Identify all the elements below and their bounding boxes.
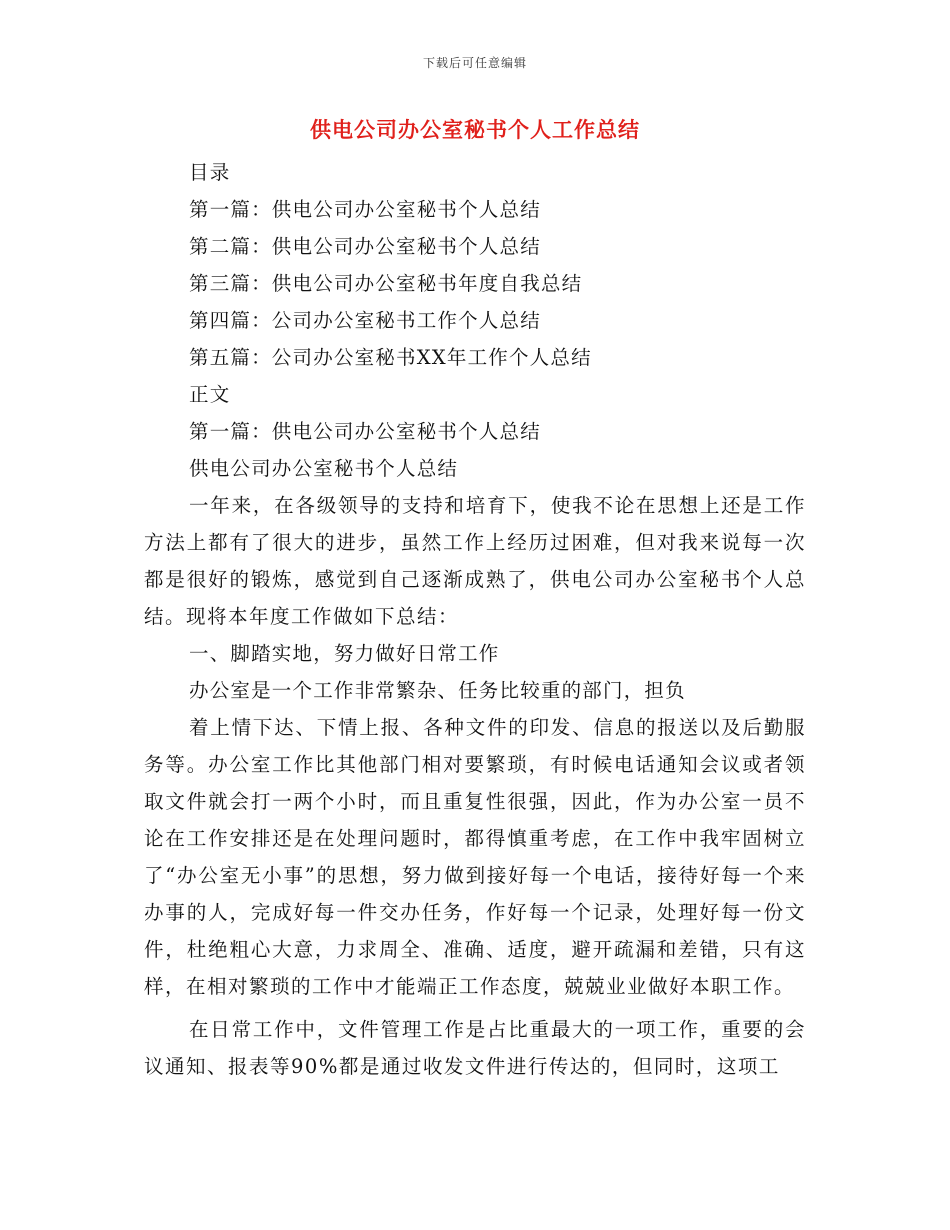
paragraph-2: 着上情下达、下情上报、各种文件的印发、信息的报送以及后勤服务等。办公室工作比其他部门相对要繁琐，有时候电话通知会议或者领取文件就会打一两个小时，而且重复性很强，因此，作为办公室一员不论在工作安排还是在处理问题时，都得慎重考虑，在工作中我牢固树立了“办公室无小事”的思想，努力做到接好每一个电话，接待好每一个来办事的人，完成好每一件交办任务，作好每一个记录，处理好每一份文件，杜绝粗心大意，力求周全、准确、适度，避开疏漏和差错，只有这样，在相对繁琐的工作中才能端正工作态度，兢兢业业做好本职工作。 [144, 716, 806, 998]
paragraph-2-lead: 办公室是一个工作非常繁杂、任务比较重的部门，担负 [189, 679, 686, 702]
header-note: 下载后可任意编辑 [422, 56, 527, 70]
body-heading: 正文 [189, 383, 231, 406]
section-1-heading: 一、脚踏实地，努力做好日常工作 [189, 642, 500, 665]
document-title: 供电公司办公室秘书个人工作总结 [310, 117, 640, 142]
chapter-subtitle: 供电公司办公室秘书个人总结 [189, 457, 459, 480]
toc-item-2: 第二篇：供电公司办公室秘书个人总结 [189, 235, 541, 258]
toc-item-1: 第一篇：供电公司办公室秘书个人总结 [189, 198, 541, 221]
toc-item-4: 第四篇：公司办公室秘书工作个人总结 [189, 309, 541, 332]
chapter-label: 第一篇：供电公司办公室秘书个人总结 [189, 420, 541, 443]
paragraph-1: 一年来，在各级领导的支持和培育下，使我不论在思想上还是工作方法上都有了很大的进步，虽然工作上经历过困难，但对我来说每一次都是很好的锻炼，感觉到自己逐渐成熟了，供电公司办公室秘书个人总结。现将本年度工作做如下总结： [144, 494, 806, 628]
toc-item-3: 第三篇：供电公司办公室秘书年度自我总结 [189, 272, 583, 295]
toc-heading: 目录 [189, 161, 231, 184]
document-body [144, 154, 806, 1085]
paragraph-3: 在日常工作中，文件管理工作是占比重最大的一项工作，重要的会议通知、报表等90%都是通过收发文件进行传达的，但同时，这项工 [144, 1018, 806, 1078]
toc-item-5: 第五篇：公司办公室秘书XX年工作个人总结 [189, 346, 592, 369]
